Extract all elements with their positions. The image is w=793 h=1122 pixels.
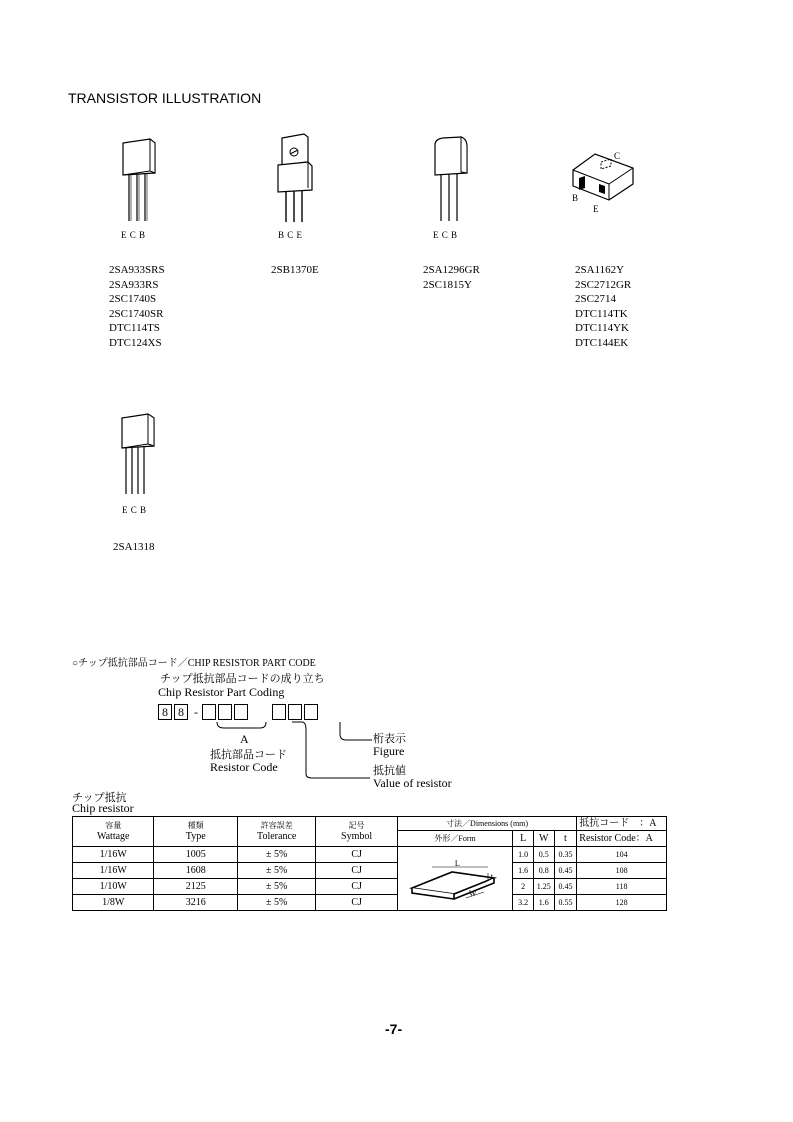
part-list-3 [423, 263, 480, 292]
cell-l: 2 [513, 879, 534, 895]
part-number: DTC124XS [109, 336, 162, 349]
header-l: L [513, 831, 534, 847]
pin-label-e: E [593, 204, 599, 214]
cell-t: 0.55 [554, 895, 577, 911]
cell-w: 1.6 [533, 895, 554, 911]
pin-label-c: C [614, 151, 621, 161]
part-number: 2SC1740SR [109, 307, 164, 320]
cell-symbol: CJ [316, 863, 397, 879]
transistor-to92-illustration-3 [112, 410, 162, 505]
chip-subtitle-jp: チップ抵抗部品コードの成り立ち [160, 673, 325, 685]
part-number: DTC114TK [575, 307, 628, 320]
header-w: W [533, 831, 554, 847]
part-number: 2SA1318 [113, 541, 155, 553]
transistor-to220-illustration [270, 132, 320, 231]
cell-type: 3216 [154, 895, 238, 911]
cell-wattage: 1/8W [73, 895, 154, 911]
header-symbol: 記号 Symbol [316, 817, 397, 847]
code-blank [234, 704, 248, 720]
pin-labels: E C B [122, 505, 147, 515]
cell-w: 0.5 [533, 847, 554, 863]
form-label-l: L [454, 858, 460, 868]
part-list-4 [575, 263, 631, 350]
part-list-5 [113, 540, 155, 555]
part-number: 2SC1815Y [423, 278, 472, 291]
part-number: 2SC2712GR [575, 278, 632, 291]
part-number: DTC144EK [575, 336, 629, 349]
cell-type: 1005 [154, 847, 238, 863]
code-digit: 8 [174, 704, 188, 720]
part-number: 2SB1370E [271, 264, 319, 276]
value-en: Value of resistor [373, 776, 452, 790]
cell-w: 1.25 [533, 879, 554, 895]
part-number: 2SA933RS [109, 278, 159, 291]
cell-code: 118 [577, 879, 667, 895]
cell-tolerance: ± 5% [238, 879, 316, 895]
cell-type: 2125 [154, 879, 238, 895]
cell-l: 1.6 [513, 863, 534, 879]
chip-table-caption-en: Chip resistor [72, 801, 134, 815]
cell-l: 1.0 [513, 847, 534, 863]
code-label-a: A [240, 732, 249, 746]
code-dash: - [194, 704, 198, 719]
form-label-w: W [468, 888, 477, 898]
figure-en: Figure [373, 744, 405, 758]
cell-wattage: 1/16W [73, 847, 154, 863]
cell-code: 108 [577, 863, 667, 879]
header-tolerance: 許容誤差 Tolerance [238, 817, 316, 847]
pin-labels: E C B [121, 230, 146, 240]
cell-wattage: 1/10W [73, 879, 154, 895]
table-row [73, 863, 667, 879]
cell-w: 0.8 [533, 863, 554, 879]
code-blank [202, 704, 216, 720]
pin-labels: B C E [278, 230, 303, 240]
cell-tolerance: ± 5% [238, 895, 316, 911]
resistor-code-en: Resistor Code [210, 760, 278, 774]
part-number: DTC114TS [109, 322, 160, 334]
cell-wattage: 1/16W [73, 863, 154, 879]
header-code-en: Resistor Code：A [577, 831, 667, 847]
transistor-to92-illustration-1 [105, 135, 165, 230]
cell-symbol: CJ [316, 879, 397, 895]
chip-section-heading: ○チップ抵抗部品コード／CHIP RESISTOR PART CODE [72, 658, 316, 669]
cell-tolerance: ± 5% [238, 863, 316, 879]
code-blank [288, 704, 302, 720]
code-blank [272, 704, 286, 720]
cell-symbol: CJ [316, 847, 397, 863]
part-number: 2SC2714 [575, 293, 616, 305]
cell-symbol: CJ [316, 895, 397, 911]
table-row [73, 879, 667, 895]
header-t: t [554, 831, 577, 847]
form-label-t: t [490, 871, 494, 881]
code-blank [304, 704, 318, 720]
chip-table-caption-jp: チップ抵抗 [72, 792, 127, 804]
cell-l: 3.2 [513, 895, 534, 911]
cell-tolerance: ± 5% [238, 847, 316, 863]
part-number: 2SC1740S [109, 293, 157, 305]
resistor-code-jp: 抵抗部品コード [210, 749, 287, 761]
header-dimensions: 寸法／Dimensions (mm) [397, 817, 576, 831]
part-number: 2SA933SRS [109, 264, 165, 276]
chip-subtitle-en: Chip Resistor Part Coding [158, 685, 285, 699]
chip-resistor-table-wrap [72, 816, 667, 911]
cell-t: 0.35 [554, 847, 577, 863]
header-code-jp: 抵抗コード ：A [577, 817, 667, 831]
part-number: 2SA1162Y [575, 264, 625, 276]
transistor-to92-illustration-2 [425, 135, 475, 230]
form-diagram-cell [397, 847, 513, 911]
part-list-2 [271, 263, 319, 278]
chip-resistor-table [72, 816, 667, 911]
pin-label-b: B [572, 193, 579, 203]
table-row [73, 847, 667, 863]
code-pattern [158, 703, 320, 721]
cell-type: 1608 [154, 863, 238, 879]
code-blank [218, 704, 232, 720]
header-form: 外形／Form [397, 831, 513, 847]
table-row [73, 895, 667, 911]
cell-t: 0.45 [554, 863, 577, 879]
page-number: -7- [385, 1021, 403, 1037]
code-digit: 8 [158, 704, 172, 720]
transistor-smd-illustration [565, 148, 640, 223]
header-type: 種類 Type [154, 817, 238, 847]
part-list-1 [109, 263, 165, 350]
cell-code: 128 [577, 895, 667, 911]
value-jp: 抵抗値 [373, 765, 406, 777]
pin-labels: E C B [433, 230, 458, 240]
part-number: 2SA1296GR [423, 264, 480, 276]
page-title: TRANSISTOR ILLUSTRATION [68, 90, 262, 106]
cell-t: 0.45 [554, 879, 577, 895]
part-number: DTC114YK [575, 322, 629, 334]
figure-jp: 桁表示 [373, 733, 406, 745]
cell-code: 104 [577, 847, 667, 863]
header-wattage: 容量 Wattage [73, 817, 154, 847]
